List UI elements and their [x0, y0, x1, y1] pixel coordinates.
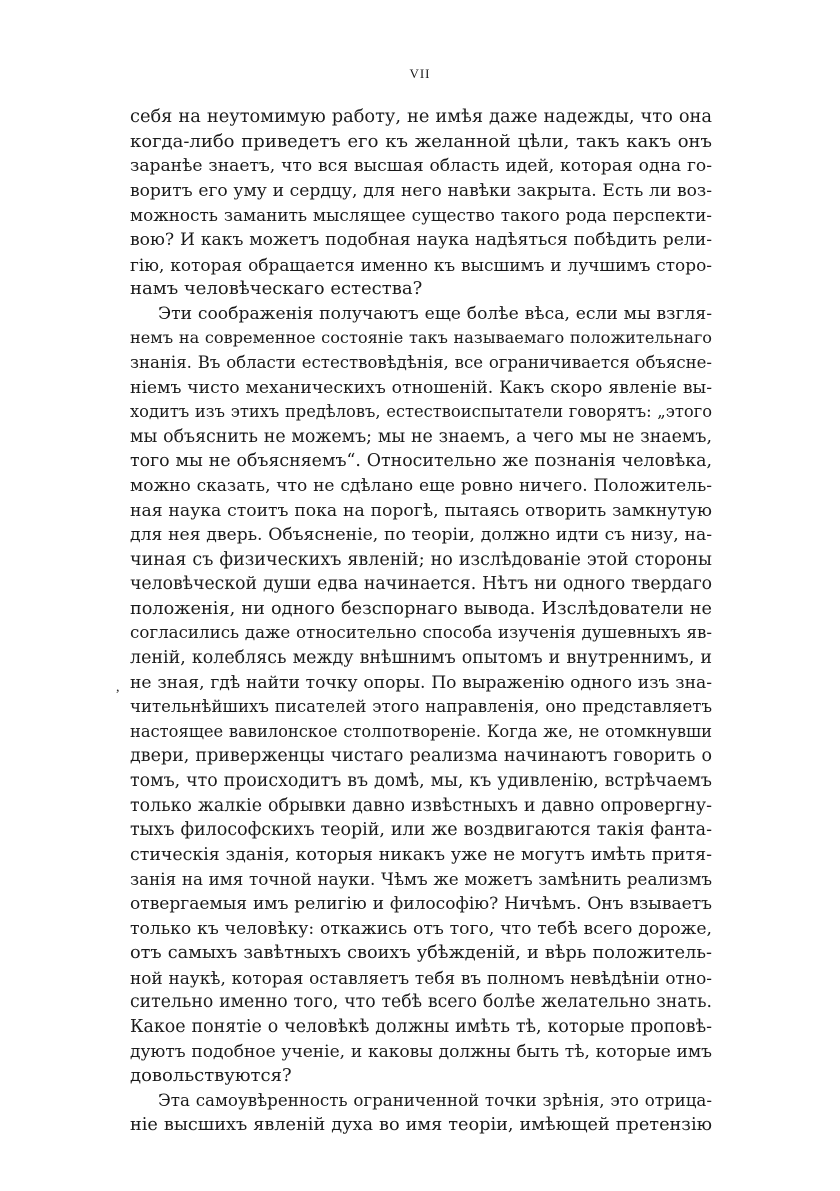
text-line: когда-либо приведетъ его къ желанной цѣли, такъ какъ онъ	[130, 130, 712, 152]
text-line: вою? И какъ можетъ подобная наука надѣяться побѣдить рели-	[130, 229, 712, 250]
text-line: Какое понятіе о человѣкѣ должны имѣть тѣ, которые проповѣ-	[130, 1016, 712, 1037]
text-line: можно сказать, что не сдѣлано еще ровно ничего. Положитель-	[130, 475, 712, 496]
text-line: стическія зданія, которыя никакъ уже не могутъ имѣть притя-	[130, 844, 712, 865]
text-line: ной наукѣ, которая оставляетъ тебя въ полномъ невѣдѣніи отно-	[130, 967, 712, 988]
text-line: заранѣе знаетъ, что вся высшая область идей, которая одна го-	[130, 156, 712, 177]
text-line: только жалкіе обрывки давно извѣстныхъ и давно опровергну-	[130, 795, 712, 816]
text-line: только къ человѣку: откажись отъ того, что тебѣ всего дороже,	[130, 918, 712, 939]
text-line: ная наука стоитъ пока на порогѣ, пытаясь отворить замкнутую	[130, 500, 712, 521]
text-line: намъ человѣческаго естества?	[130, 278, 423, 300]
text-line: двери, приверженцы чистаго реализма начинаютъ говорить о	[130, 746, 712, 767]
text-line: ніемъ чисто механическихъ отношеній. Какъ скоро явленіе вы-	[130, 377, 712, 398]
text-line: ніе высшихъ явленій духа во имя теоріи, имѣющей претензію	[130, 1115, 712, 1136]
text-line: сительно именно того, что тебѣ всего болѣе желательно знать.	[130, 992, 712, 1013]
text-line: томъ, что происходитъ въ домѣ, мы, къ удивленію, встрѣчаемъ	[130, 771, 712, 792]
text-line: не зная, гдѣ найти точку опоры. По выраженію одного изъ зна-	[130, 672, 712, 693]
text-line: себя на неутомимую работу, не имѣя даже надежды, что она	[130, 106, 712, 127]
text-line: леній, колеблясь между внѣшнимъ опытомъ и внутреннимъ, и	[130, 648, 712, 669]
text-line: тыхъ философскихъ теорій, или же воздвигаются такія фанта-	[130, 820, 712, 841]
paragraph-start: Эта самоувѣренность ограниченной точки зрѣнія, это отрица-	[158, 1090, 712, 1110]
text-line: довольствуются?	[130, 1065, 292, 1087]
text-line: положенія, ни одного безспорнаго вывода. Изслѣдователи не	[130, 598, 712, 619]
body-text	[130, 105, 712, 1138]
text-line: настоящее вавилонское столпотвореніе. Когда же, не отомкнувши	[130, 721, 712, 741]
text-line: человѣческой души едва начинается. Нѣтъ ни одного твердаго	[130, 574, 712, 595]
text-line: мы объяснить не можемъ; мы не знаемъ, а чего мы не знаемъ,	[130, 426, 712, 447]
text-line: отъ самыхъ завѣтныхъ своихъ убѣжденій, и вѣрь положитель-	[130, 943, 712, 964]
text-line: воритъ его уму и сердцу, для него навѣки закрыта. Есть ли воз-	[130, 180, 712, 201]
text-line: согласились даже относительно способа изученія душевныхъ яв-	[130, 623, 712, 643]
text-line: ходитъ изъ этихъ предѣловъ, естествоиспытатели говорятъ: „этого	[130, 402, 712, 422]
text-line: для нея дверь. Объясненіе, по теоріи, должно идти съ низу, на-	[130, 525, 712, 546]
text-line: можность заманить мыслящее существо такого рода перспекти-	[130, 205, 712, 226]
text-line: того мы не объясняемъ“. Относительно же познанія человѣка,	[130, 451, 712, 472]
text-line: знанія. Въ области естествовѣдѣнія, все ограничивается объясне-	[130, 352, 712, 372]
text-line: отвергаемыя имъ религію и философію? Ничѣмъ. Онъ взываетъ	[130, 894, 712, 914]
margin-mark: ,	[116, 680, 120, 695]
text-line: чительнѣйшихъ писателей этого направленія, оно представляетъ	[130, 697, 712, 717]
text-line: немъ на современное состояніе такъ называемаго положительнаго	[130, 328, 712, 348]
text-line: дуютъ подобное ученіе, и каковы должны быть тѣ, которые имъ	[130, 1041, 712, 1062]
text-line: гію, которая обращается именно къ высшимъ и лучшимъ сторо-	[130, 254, 712, 275]
text-line: занія на имя точной науки. Чѣмъ же можетъ замѣнить реализмъ	[130, 869, 712, 890]
text-line: чиная съ физическихъ явленій; но изслѣдованіе этой стороны	[130, 549, 712, 570]
paragraph-start: Эти соображенія получаютъ еще болѣе вѣса, если мы взгля-	[158, 303, 712, 324]
page-number: VII	[409, 66, 431, 81]
